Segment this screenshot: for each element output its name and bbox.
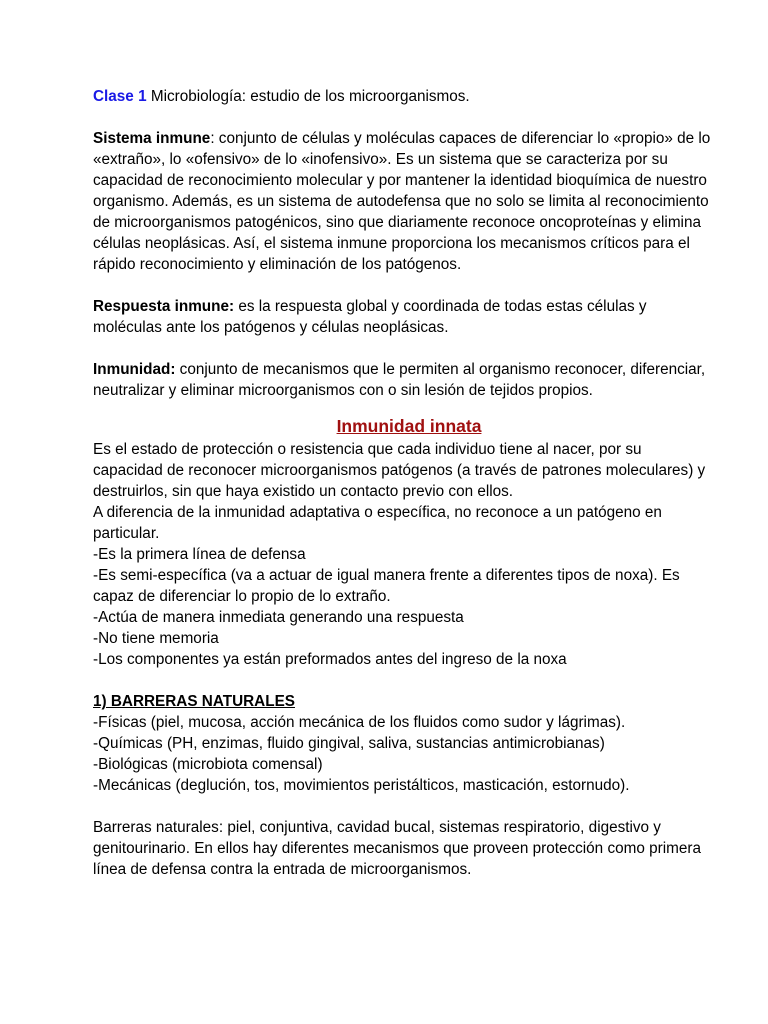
intro-line [93, 86, 713, 107]
inmunidad-innata-heading: Inmunidad innata [336, 416, 482, 436]
clase-text: Microbiología: estudio de los microorganismos. [146, 88, 470, 105]
list-item: -No tiene memoria [93, 630, 219, 647]
list-item: -Actúa de manera inmediata generando una respuesta [93, 609, 464, 626]
inmunidad-definition [93, 359, 713, 401]
list-item: -Físicas (piel, mucosa, acción mecánica de los fluidos como sudor y lágrimas). [93, 714, 626, 731]
innata-paragraph-1: Es el estado de protección o resistencia que cada individuo tiene al nacer, por su capacidad de reconocer microorganismos patógenos (a través de patrones moleculares) y destruirlos, sin que haya existido un contacto previo con ellos. [93, 441, 706, 500]
list-item: -Los componentes ya están preformados antes del ingreso de la noxa [93, 651, 567, 668]
barreras-naturales-heading: 1) BARRERAS NATURALES [93, 693, 295, 710]
respuesta-inmune-definition [93, 296, 713, 338]
innata-paragraph-2: A diferencia de la inmunidad adaptativa o específica, no reconoce a un patógeno en particular. [93, 504, 662, 542]
inmunidad-text: conjunto de mecanismos que le permiten al organismo reconocer, diferenciar, neutralizar y eliminar microorganismos con o sin lesión de tejidos propios. [93, 361, 706, 399]
list-item: -Químicas (PH, enzimas, fluido gingival, saliva, sustancias antimicrobianas) [93, 735, 605, 752]
respuesta-inmune-term: Respuesta inmune: [93, 298, 235, 315]
respuesta-inmune-text: es la respuesta global y coordinada de todas estas células y moléculas ante los patógenos y células neoplásicas. [93, 298, 647, 336]
clase-label: Clase 1 [93, 88, 147, 105]
sistema-inmune-text: : conjunto de células y moléculas capaces de diferenciar lo «propio» de lo «extraño», lo «ofensivo» de lo «inofensivo». Es un sistema que se caracteriza por su capacidad de reconocimiento molecular y por mantener la identidad bioquímica de nuestro organismo. Además, es un sistema de autodefensa que no solo se limita al reconocimiento de microorganismos patogénicos, sino que diariamente reconoce oncoproteínas y elimina células neoplásicas. Así, el sistema inmune proporciona los mecanismos críticos para el rápido reconocimiento y eliminación de los patógenos. [93, 130, 711, 273]
list-item: -Es la primera línea de defensa [93, 546, 306, 563]
inmunidad-term: Inmunidad: [93, 361, 176, 378]
innata-list [93, 544, 713, 670]
barreras-paragraph: Barreras naturales: piel, conjuntiva, cavidad bucal, sistemas respiratorio, digestivo y genitourinario. En ellos hay diferentes mecanismos que proveen protección como primera línea de defensa contra la entrada de microorganismos. [93, 819, 701, 878]
document-page [93, 86, 713, 880]
sistema-inmune-definition [93, 128, 713, 275]
sistema-inmune-term: Sistema inmune [93, 130, 211, 147]
barreras-list [93, 712, 713, 796]
list-item: -Biológicas (microbiota comensal) [93, 756, 323, 773]
list-item: -Es semi-específica (va a actuar de igual manera frente a diferentes tipos de noxa). Es capaz de diferenciar lo propio de lo extraño. [93, 567, 680, 605]
list-item: -Mecánicas (deglución, tos, movimientos peristálticos, masticación, estornudo). [93, 777, 630, 794]
